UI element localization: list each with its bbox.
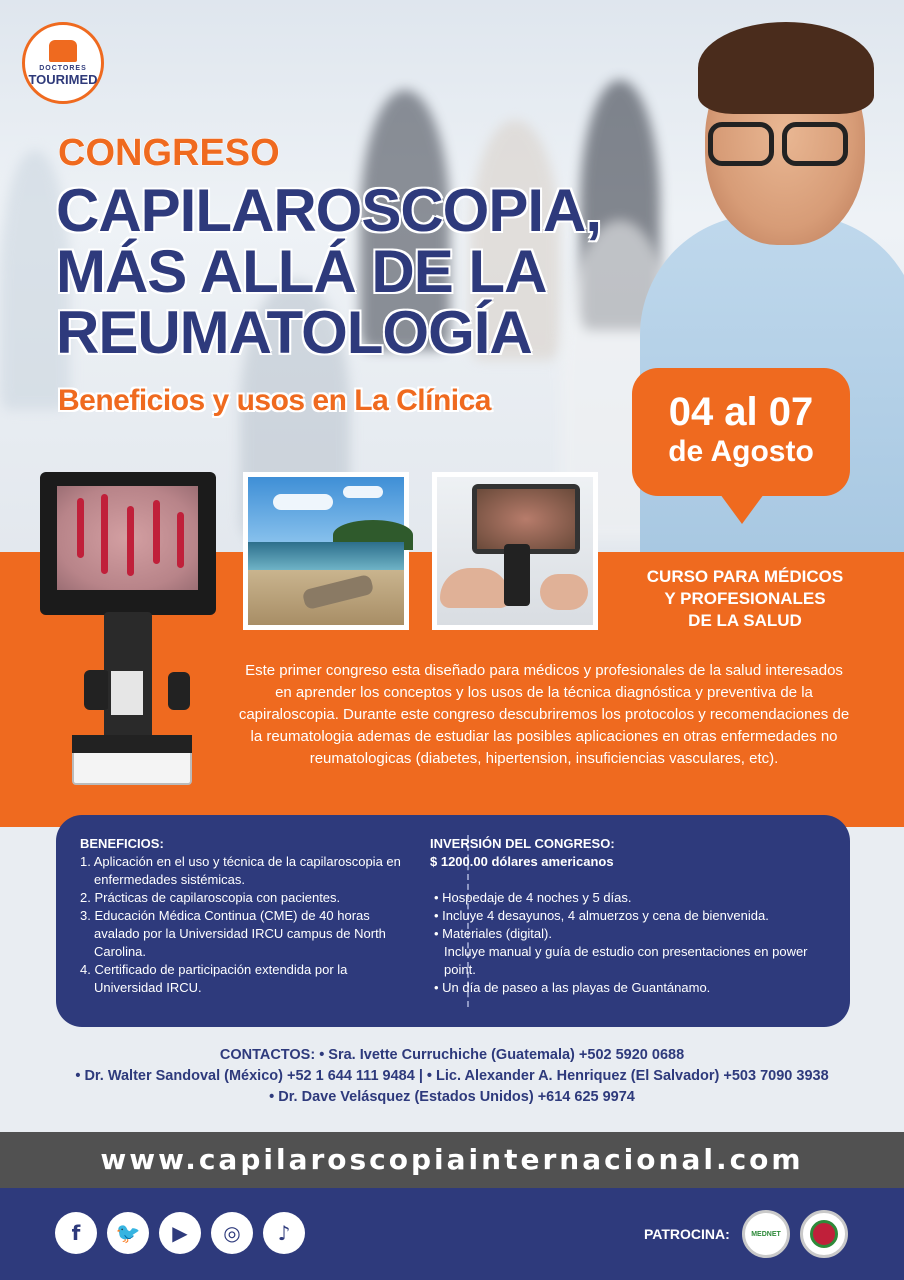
date-bubble: [632, 368, 850, 496]
instagram-icon[interactable]: ◎: [211, 1212, 253, 1254]
sponsor-label: PATROCINA:: [644, 1226, 730, 1242]
microscope-monitor: [40, 472, 216, 615]
date-month: de Agosto: [668, 435, 814, 468]
beach-sea: [248, 542, 404, 570]
audience-text: [620, 566, 870, 632]
main-title-line-2: MÁS ALLÁ DE LA: [56, 238, 547, 305]
subtitle: Beneficios y usos en La Clínica: [58, 384, 491, 417]
contacts: [0, 1045, 904, 1108]
date-range: 04 al 07: [668, 390, 814, 434]
audience-line-3: DE LA SALUD: [688, 611, 802, 630]
microscope-base-stage: [72, 735, 192, 753]
mednet-logo-text: MEDNET: [751, 1230, 781, 1238]
contacts-line-3: • Dr. Dave Velásquez (Estados Unidos) +614 625 9974: [269, 1089, 635, 1105]
facebook-icon[interactable]: f: [55, 1212, 97, 1254]
university-seal-logo: [800, 1210, 848, 1258]
tiktok-icon[interactable]: ♪: [263, 1212, 305, 1254]
contact-guatemala: • Sra. Ivette Curruchiche (Guatemala) +502 5920 0688: [315, 1047, 685, 1063]
benefits-heading: BENEFICIOS:: [80, 836, 164, 851]
description: Este primer congreso esta diseñado para médicos y profesionales de la salud interesados en aprender los conceptos y los usos de la técnica diagnóstica y preventiva de la capiraloscopia. Durante este congreso descubriremos los protocolos y recomendaciones de la reumatologia ademas de estudiar las posibles aplicaciones en otras enfermedades no reumatologicas (diabetes, hipertension, insuficiencias vasculares, etc).: [238, 662, 850, 767]
benefit-item: 2. Prácticas de capilaroscopia con pacientes.: [80, 890, 341, 905]
capillary-loop: [77, 498, 84, 558]
logo-top-text: DOCTORES: [39, 64, 87, 72]
benefit-item: 4. Certificado de participación extendida por la Universidad IRCU.: [80, 962, 348, 995]
capillary-loop: [101, 494, 108, 574]
contacts-line-1: [0, 1045, 904, 1066]
main-title-line-1: CAPILAROSCOPIA,: [56, 177, 602, 244]
benefits-column: [80, 835, 410, 997]
microscope-knob: [168, 672, 190, 710]
investment-item-detail: Incluye manual y guía de estudio con presentaciones en power point.: [444, 944, 808, 977]
microscope-lens: [108, 668, 146, 718]
seal-icon: [810, 1220, 838, 1248]
lab-photo: [432, 472, 598, 630]
investment-price: $ 1200.00 dólares americanos: [430, 854, 614, 869]
twitter-icon[interactable]: 🐦: [107, 1212, 149, 1254]
capillary-loop: [177, 512, 184, 568]
doctor-hand: [540, 574, 588, 610]
capillary-image: [57, 486, 198, 590]
contacts-label: CONTACTOS:: [219, 1047, 316, 1063]
investment-item: • Hospedaje de 4 noches y 5 días.: [434, 890, 632, 905]
title-pre: CONGRESO: [58, 132, 280, 174]
capillary-loop: [127, 506, 134, 576]
logo-name: TOURIMED: [28, 71, 98, 87]
info-box: [56, 815, 850, 1027]
main-title-line-3: REUMATOLOGÍA: [56, 299, 532, 366]
youtube-icon[interactable]: ▶: [159, 1212, 201, 1254]
investment-item: • Incluye 4 desayunos, 4 almuerzos y cena de bienvenida.: [434, 908, 769, 923]
audience-line-1: CURSO PARA MÉDICOS: [646, 567, 844, 586]
handheld-microscope: [504, 544, 530, 606]
benefit-item: 1. Aplicación en el uso y técnica de la capilaroscopia en enfermedades sistémicas.: [80, 854, 401, 887]
investment-column: [430, 835, 834, 997]
main-title: [56, 177, 602, 366]
cloud: [343, 486, 383, 498]
investment-heading: INVERSIÓN DEL CONGRESO:: [430, 836, 615, 851]
lab-monitor-image: [477, 489, 575, 549]
website-url[interactable]: www.capilaroscopiainternacional.com: [0, 1132, 904, 1188]
glasses-lens-right: [782, 122, 848, 166]
beach-photo: [243, 472, 409, 630]
capillary-loop: [153, 500, 160, 564]
glasses-lens-left: [708, 122, 774, 166]
investment-item: • Un día de paseo a las playas de Guantánamo.: [434, 980, 711, 995]
cloud: [273, 494, 333, 510]
microscope-knob: [84, 670, 110, 710]
audience-line-2: Y PROFESIONALES: [664, 589, 826, 608]
benefit-item: 3. Educación Médica Continua (CME) de 40 horas avalado por la Universidad IRCU campus de North Carolina.: [80, 908, 386, 959]
logo-icon: [49, 40, 77, 62]
mednet-logo: [742, 1210, 790, 1258]
contacts-line-2: • Dr. Walter Sandoval (México) +52 1 644 111 9484 | • Lic. Alexander A. Henriquez (El Salvador) +503 7090 3938: [75, 1068, 829, 1084]
investment-item: • Materiales (digital).: [434, 926, 552, 941]
doctor-hair: [698, 22, 874, 114]
tourimed-logo: [22, 22, 104, 104]
